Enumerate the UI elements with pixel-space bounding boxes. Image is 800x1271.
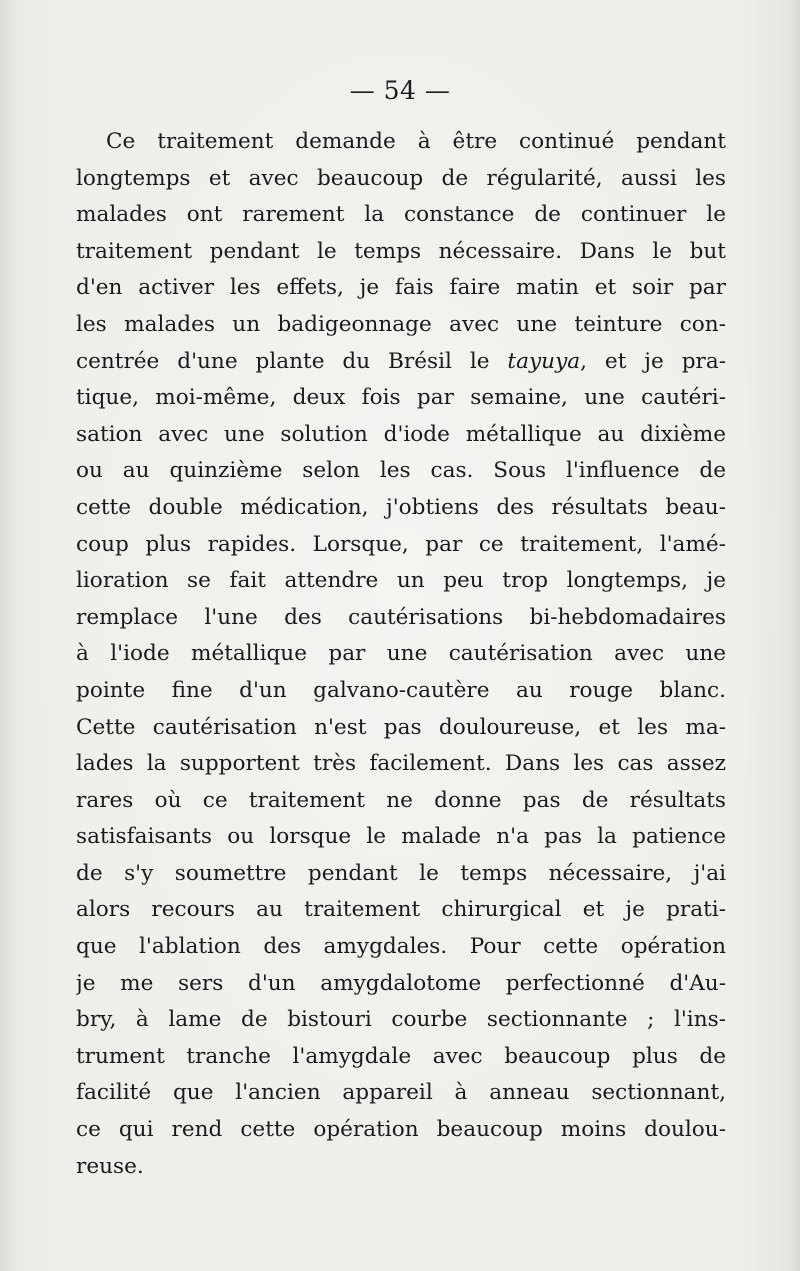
text-line: Ce traitement demande à être continué pendant <box>106 129 726 154</box>
text-line: Cette cautérisation n'est pas douloureuse, et les ma- <box>76 714 726 740</box>
text-line: facilité que l'ancien appareil à anneau sectionnant, <box>76 1080 726 1106</box>
page-number: — 54 — <box>349 76 451 105</box>
text-line: sation avec une solution d'iode métallique au dixième <box>76 421 726 447</box>
text-line: malades ont rarement la constance de continuer le <box>76 202 726 228</box>
text-line: les malades un badigeonnage avec une teinture con- <box>76 311 726 337</box>
text-line: que l'ablation des amygdales. Pour cette opération <box>76 934 726 960</box>
text-line: traitement pendant le temps nécessaire. Dans le but <box>76 238 726 264</box>
text-line: longtemps et avec beaucoup de régularité, aussi les <box>76 165 726 191</box>
text-line: lioration se fait attendre un peu trop longtemps, je <box>76 568 726 594</box>
text-line: à l'iode métallique par une cautérisation avec une <box>76 641 726 667</box>
text-line: reuse. <box>76 1153 144 1179</box>
text-line: alors recours au traitement chirurgical et je prati- <box>76 897 726 923</box>
text-segment: , et je pra- <box>580 348 726 374</box>
text-line: de s'y soumettre pendant le temps nécessaire, j'ai <box>76 860 726 886</box>
text-line: ou au quinzième selon les cas. Sous l'influence de <box>76 458 726 484</box>
text-line: pointe fine d'un galvano-cautère au rouge blanc. <box>76 677 726 703</box>
text-line: rares où ce traitement ne donne pas de résultats <box>76 787 726 813</box>
body-paragraph <box>76 124 726 1185</box>
italic-plant-name: tayuya <box>507 348 581 374</box>
text-line: remplace l'une des cautérisations bi-hebdomadaires <box>76 604 726 630</box>
text-line: bry, à lame de bistouri courbe sectionnante ; l'ins- <box>76 1007 726 1033</box>
text-line: cette double médication, j'obtiens des résultats beau- <box>76 494 726 520</box>
text-line: je me sers d'un amygdalotome perfectionné d'Au- <box>76 970 726 996</box>
text-line: trument tranche l'amygdale avec beaucoup plus de <box>76 1043 726 1069</box>
text-line: tique, moi-même, deux fois par semaine, une cautéri- <box>76 385 726 411</box>
text-line: ce qui rend cette opération beaucoup moins doulou- <box>76 1117 726 1143</box>
text-line <box>76 344 726 381</box>
text-line: satisfaisants ou lorsque le malade n'a pas la patience <box>76 824 726 850</box>
text-line: lades la supportent très facilement. Dans les cas assez <box>76 751 726 777</box>
text-line: coup plus rapides. Lorsque, par ce traitement, l'amé- <box>76 531 726 557</box>
text-segment: centrée d'une plante du Brésil le <box>76 348 508 374</box>
text-line: d'en activer les effets, je fais faire matin et soir par <box>76 275 726 301</box>
